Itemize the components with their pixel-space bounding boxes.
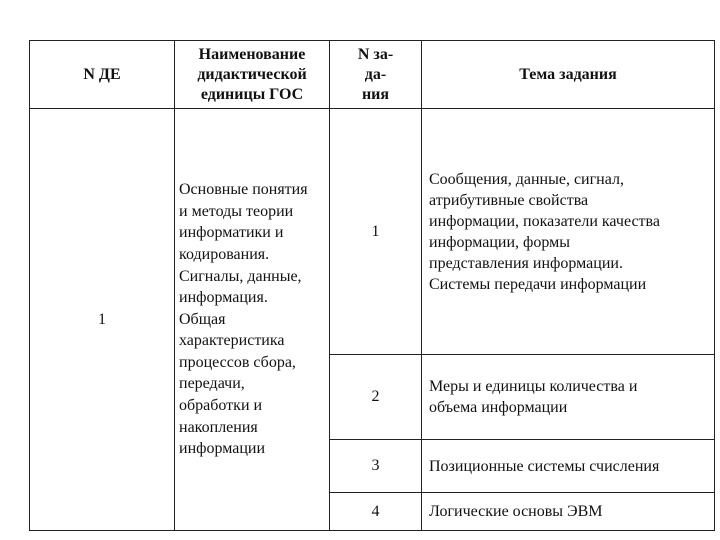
topic-line: атрибутивные свойства xyxy=(429,191,589,209)
task-number-cell: 2 xyxy=(330,355,422,440)
description-line: кодирования. xyxy=(179,245,270,263)
description-line: процессов сбора, xyxy=(179,353,296,371)
description-line: Общая xyxy=(179,310,226,328)
topic-line: Системы передачи информации xyxy=(429,275,647,293)
topic-line: Логические основы ЭВМ xyxy=(429,503,603,520)
header-task-number xyxy=(330,41,422,109)
description-line: обработки и xyxy=(179,397,263,415)
description-line: информация. xyxy=(179,289,268,307)
table-row xyxy=(30,109,715,355)
description-line: информатики и xyxy=(179,224,284,242)
task-topic-cell xyxy=(422,109,715,355)
task-topic-cell xyxy=(422,355,715,440)
description-line: передачи, xyxy=(179,375,245,393)
topic-line: информации, показатели качества xyxy=(429,212,660,230)
topic-line: представления информации. xyxy=(429,254,623,272)
task-topic-cell xyxy=(422,493,715,531)
topic-line: Сообщения, данные, сигнал, xyxy=(429,170,624,188)
topic-line: объема информации xyxy=(429,399,568,416)
header-task-topic: Тема задания xyxy=(422,41,715,109)
topic-line: Позиционные системы счисления xyxy=(429,457,660,475)
topic-line: информации, формы xyxy=(429,233,571,251)
topic-line: Меры и единицы количества и xyxy=(429,378,638,395)
header-task-number-line: ния xyxy=(361,85,390,103)
header-unit-name-line: Наименование xyxy=(198,45,306,63)
task-topic-cell xyxy=(422,440,715,493)
task-number-cell: 3 xyxy=(330,440,422,493)
header-unit-name xyxy=(175,41,330,109)
header-unit-name-line: дидактической xyxy=(197,65,307,83)
header-unit-name-line: единицы ГОС xyxy=(200,85,304,103)
de-description-cell xyxy=(175,109,330,531)
description-line: накопления xyxy=(179,418,258,436)
header-row xyxy=(30,41,715,109)
description-line: информации xyxy=(179,440,266,458)
header-task-number-line: да- xyxy=(364,65,387,83)
task-number-cell: 4 xyxy=(330,493,422,531)
description-line: Основные понятия xyxy=(179,181,308,199)
header-task-number-line: N за- xyxy=(357,45,394,63)
header-de-number: N ДЕ xyxy=(30,41,175,109)
curriculum-table xyxy=(29,40,715,531)
de-number-cell: 1 xyxy=(30,109,175,531)
description-line: Сигналы, данные, xyxy=(179,267,302,285)
description-line: характеристика xyxy=(179,332,285,350)
description-line: и методы теории xyxy=(179,202,294,220)
task-number-cell: 1 xyxy=(330,109,422,355)
